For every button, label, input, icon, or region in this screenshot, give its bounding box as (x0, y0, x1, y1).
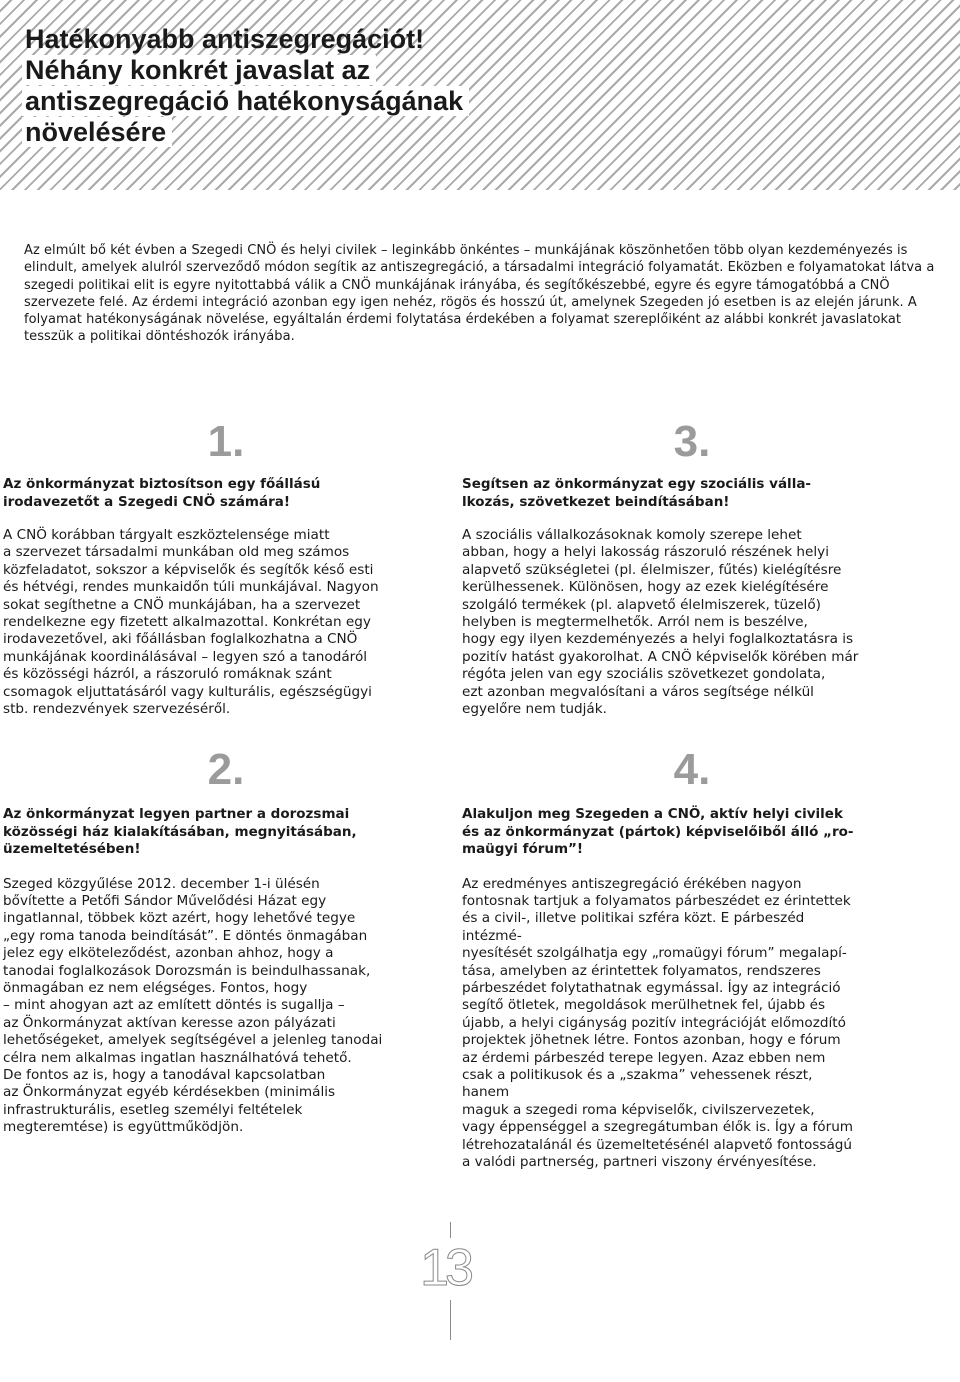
section-body: Szeged közgyűlése 2012. december 1-i ülésén bővítette a Petőfi Sándor Művelődési Házat egy ingatlannal, többek közt azért, hogy lehetővé tegye „egy roma tanoda beindítását”. E döntés önmagában jelez egy elköteleződést, azonban ahhoz, hogy a tanodai foglalkozások Dorozsmán is beindulhassanak, önmagában ez nem elégséges. Fontos, hogy – mint ahogyan azt az említett döntés is sugallja – az Önkormányzat aktívan keresse azon pályázati lehetőségeket, amelyek segítségével a jelenleg tanodai célra nem alkalmas ingatlan használhatóvá tehető. De fontos az is, hogy a tanodával kapcsolatban az Önkormányzat egyéb kérdésekben (minimális infrastrukturális, esetleg személyi feltételek megteremtése) is együttműködjön. (3, 875, 383, 1136)
section-number: 4. (673, 745, 711, 794)
proposal-section-3 (462, 417, 862, 718)
section-body: A CNÖ korábban tárgyalt eszköztelensége miatt a szervezet társadalmi munkában old meg számos közfeladatot, sokszor a képviselők és segítők késő esti és hétvégi, rendes munkaidőn túli munkájával. Nagyon sokat segíthetne a CNÖ munkájában, ha a szervezet rendelkezne egy fizetett alkalmazottal. Konkrétan egy irodavezetővel, aki főállásban foglalkozhatna a CNÖ munkájának koordinálásával – legyen szó a tanodáról és közösségi házról, a rászoruló romáknak szánt csomagok eljuttatásáról vagy kulturális, egészségügyi stb. rendezvények szervezéséről. (3, 527, 379, 718)
section-heading: Alakuljon meg Szegeden a CNÖ, aktív helyi civilek és az önkormányzat (pártok) képviselőiből álló „ro- maügyi fórum”! (462, 806, 854, 857)
proposal-section-2 (0, 745, 400, 1137)
section-number: 1. (207, 417, 245, 466)
page-number-rule-bottom (450, 1300, 451, 1340)
title-line: növelésére (22, 117, 469, 148)
section-body: Az eredményes antiszegregáció érékében nagyon fontosnak tartjuk a folyamatos párbeszédet ez érintettek és a civil-, illetve politikai szféra közt. E párbeszéd intézmé- nyesítését szolgálhatja egy „romaügyi fórum” megalapí- tása, amelyben az érintettek folyamatos, rendszeres párbeszédet folytathatnak egymással. Így az integráció segítő ötletek, megoldások merülhetnek fel, újabb és újabb, a helyi cigányság pozitív integrációját előmozdító projektek jöhetnek létre. Fontos azonban, hogy e fórum az érdemi párbeszéd terepe legyen. Azaz ebben nem csak a politikusok és a „szakma” vehessenek részt, hanem maguk a szegedi roma képviselők, civilszervezetek, vagy éppenséggel a szegregátumban élők is. Így a fórum létrehozatalánál és üzemeltetésénél alapvető fontosságú a valódi partnerség, partneri viszony érvényesítése. (462, 875, 854, 1170)
proposal-section-1 (0, 417, 400, 718)
section-number: 3. (673, 417, 711, 466)
section-heading: Az önkormányzat biztosítson egy főállású irodavezetőt a Szegedi CNÖ számára! (3, 476, 321, 510)
page-number: 13 (420, 1239, 470, 1297)
page-title (22, 24, 469, 148)
proposal-section-4 (462, 745, 862, 1171)
section-heading: Az önkormányzat legyen partner a dorozsmai közösségi ház kialakításában, megnyitásában, üzemeltetésében! (3, 806, 357, 857)
title-line: antiszegregáció hatékonyságának (22, 86, 469, 117)
title-line: Hatékonyabb antiszegregációt! (25, 24, 425, 54)
section-body: A szociális vállalkozásoknak komoly szerepe lehet abban, hogy a helyi lakosság rászoruló részének helyi alapvető szükségletei (pl. élelmiszer, fűtés) kielégítésre kerülhessenek. Különösen, hogy az ezek kielégítésére szolgáló termékek (pl. alapvető élelmiszerek, tüzelő) helyben is megtermelhetők. Arról nem is beszélve, hogy egy ilyen kezdeményezés a helyi foglalkoztatásra is pozitív hatást gyakorolhat. A CNÖ képviselők körében már régóta jelen van egy szociális szövetkezet gondolata, ezt azonban megvalósítani a város segítsége nélkül egyelőre nem tudják. (462, 527, 859, 718)
section-number: 2. (207, 745, 245, 794)
intro-paragraph: Az elmúlt bő két évben a Szegedi CNÖ és helyi civilek – leginkább önkéntes – munkájának köszönhetően több olyan kezdeményezés is elindult, amelyek alulról szerveződő módon segítik az antiszegregáció, a társadalmi integráció folyamatát. Eközben e folyamatokat látva a szegedi politikai elit is egyre nyitottabbá válik a CNÖ munkájának irányába, és segítőkészebbé, egyre és egyre támogatóbbá a CNÖ szervezete felé. Az érdemi integráció azonban egy igen nehéz, rögös és hosszú út, amelynek Szegeden jó esetben is az elején járunk. A folyamat hatékonyságának növelése, egyáltalán érdemi folytatása érdekében a folyamat szereplőiként az alábbi konkrét javaslatokat tesszük a politikai döntéshozók irányába. (24, 243, 935, 345)
section-heading: Segítsen az önkormányzat egy szociális válla- lkozás, szövetkezet beindításában! (462, 476, 812, 510)
title-line: Néhány konkrét javaslat az (22, 55, 469, 86)
page-number-rule-top (450, 1222, 451, 1238)
